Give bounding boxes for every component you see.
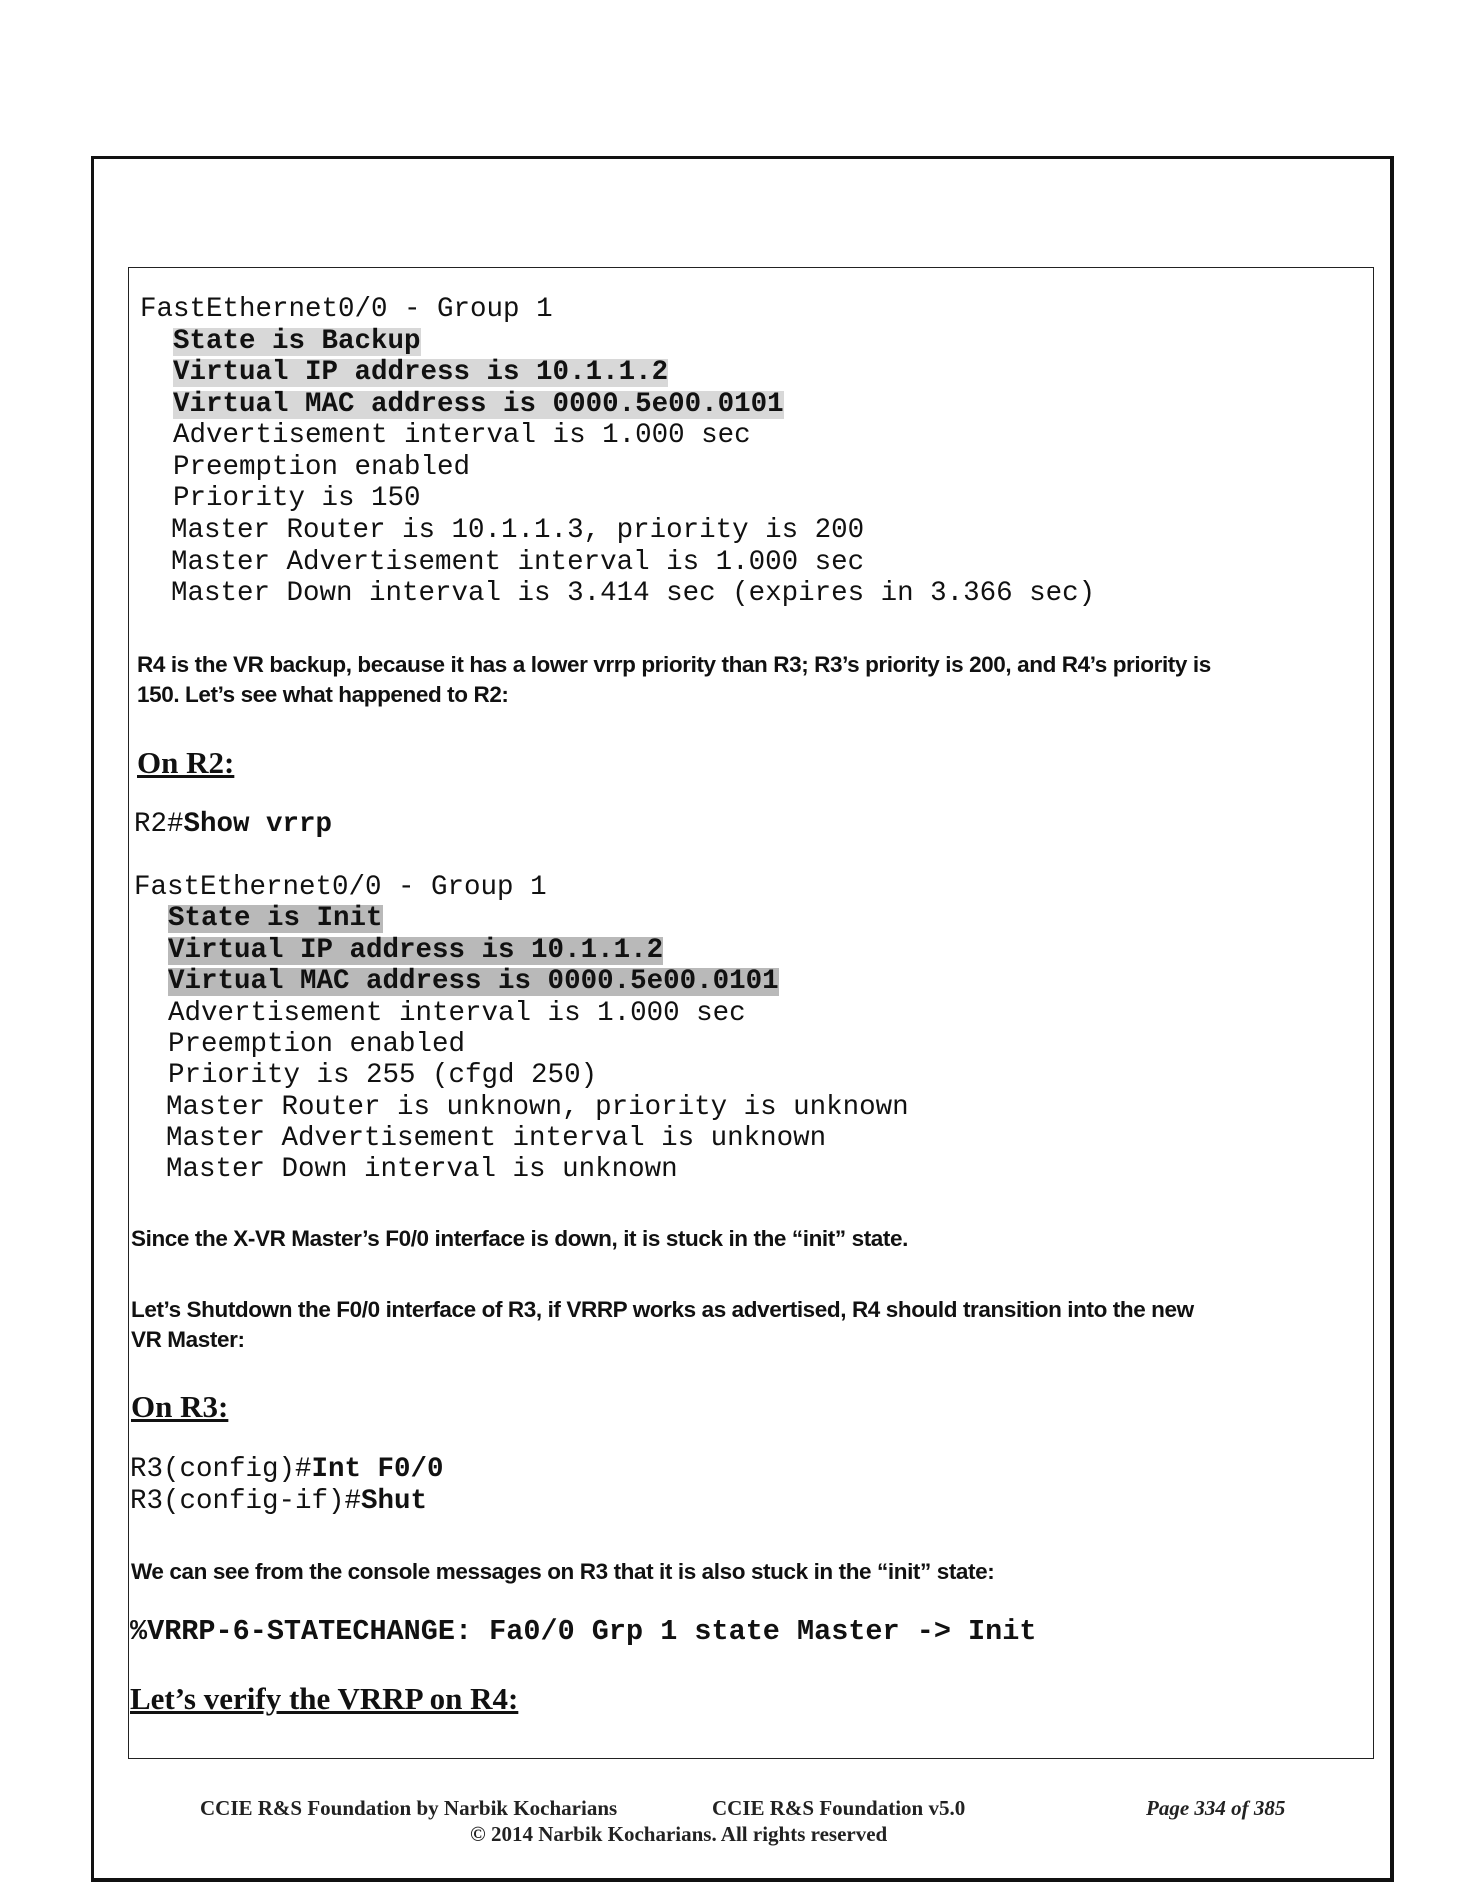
paragraph: 150. Let’s see what happened to R2:: [137, 682, 509, 707]
paragraph: Let’s Shutdown the F0/0 interface of R3, if VRRP works as advertised, R4 should transition into the new: [131, 1297, 1194, 1322]
block2-line: State is Init: [168, 903, 383, 934]
block1-line: Master Router is 10.1.1.3, priority is 200: [171, 515, 865, 546]
console-tag: %VRRP-6-STATECHANGE:: [130, 1615, 473, 1648]
command: Shut: [361, 1486, 428, 1517]
block1-line: Advertisement interval is 1.000 sec: [173, 420, 751, 451]
block2-header: FastEthernet0/0 - Group 1: [134, 872, 547, 903]
footer-copyright: © 2014 Narbik Kocharians. All rights reserved: [470, 1822, 888, 1846]
prompt: R3(config)#: [130, 1454, 312, 1485]
block2-line: Master Down interval is unknown: [166, 1154, 678, 1185]
heading-verify-r4: Let’s verify the VRRP on R4:: [130, 1681, 519, 1716]
block1-line: Virtual MAC address is 0000.5e00.0101: [173, 389, 784, 420]
block2-line: Priority is 255 (cfgd 250): [168, 1060, 598, 1091]
block2-line: Preemption enabled: [168, 1029, 466, 1060]
heading-on-r2: On R2:: [137, 745, 235, 780]
console-text: Fa0/0 Grp 1 state Master -> Init: [472, 1615, 1037, 1648]
block1-line: Master Advertisement interval is 1.000 sec: [171, 547, 865, 578]
paragraph: R4 is the VR backup, because it has a lower vrrp priority than R3; R3’s priority is 200, and R4’s priority is: [137, 652, 1211, 677]
command-line: [130, 1488, 427, 1516]
heading-on-r3: On R3:: [131, 1389, 229, 1424]
command: Int F0/0: [311, 1454, 444, 1485]
console-message: [130, 1615, 1037, 1648]
command-line: [130, 1456, 444, 1484]
block1-line: Preemption enabled: [173, 452, 471, 483]
footer-middle: CCIE R&S Foundation v5.0: [712, 1796, 966, 1820]
block2-line: Advertisement interval is 1.000 sec: [168, 998, 746, 1029]
block2-line: Virtual IP address is 10.1.1.2: [168, 935, 664, 966]
command: Show vrrp: [183, 809, 333, 840]
block2-line: Master Advertisement interval is unknown: [166, 1123, 827, 1154]
paragraph: VR Master:: [131, 1327, 245, 1352]
footer-page-number: Page 334 of 385: [1146, 1796, 1286, 1820]
block2-line: Virtual MAC address is 0000.5e00.0101: [168, 966, 779, 997]
prompt: R3(config-if)#: [130, 1486, 362, 1517]
footer-left: CCIE R&S Foundation by Narbik Kocharians: [200, 1796, 618, 1820]
block1-line: Master Down interval is 3.414 sec (expires in 3.366 sec): [171, 578, 1096, 609]
block1-line: Priority is 150: [173, 483, 421, 514]
block2-line: Master Router is unknown, priority is unknown: [166, 1092, 909, 1123]
block1-header: FastEthernet0/0 - Group 1: [140, 294, 553, 325]
command-line: [134, 811, 332, 839]
prompt: R2#: [134, 809, 184, 840]
block1-line: Virtual IP address is 10.1.1.2: [173, 357, 669, 388]
paragraph: We can see from the console messages on R3 that it is also stuck in the “init” state:: [131, 1559, 995, 1584]
block1-line: State is Backup: [173, 326, 421, 357]
paragraph: Since the X-VR Master’s F0/0 interface is down, it is stuck in the “init” state.: [131, 1226, 908, 1251]
